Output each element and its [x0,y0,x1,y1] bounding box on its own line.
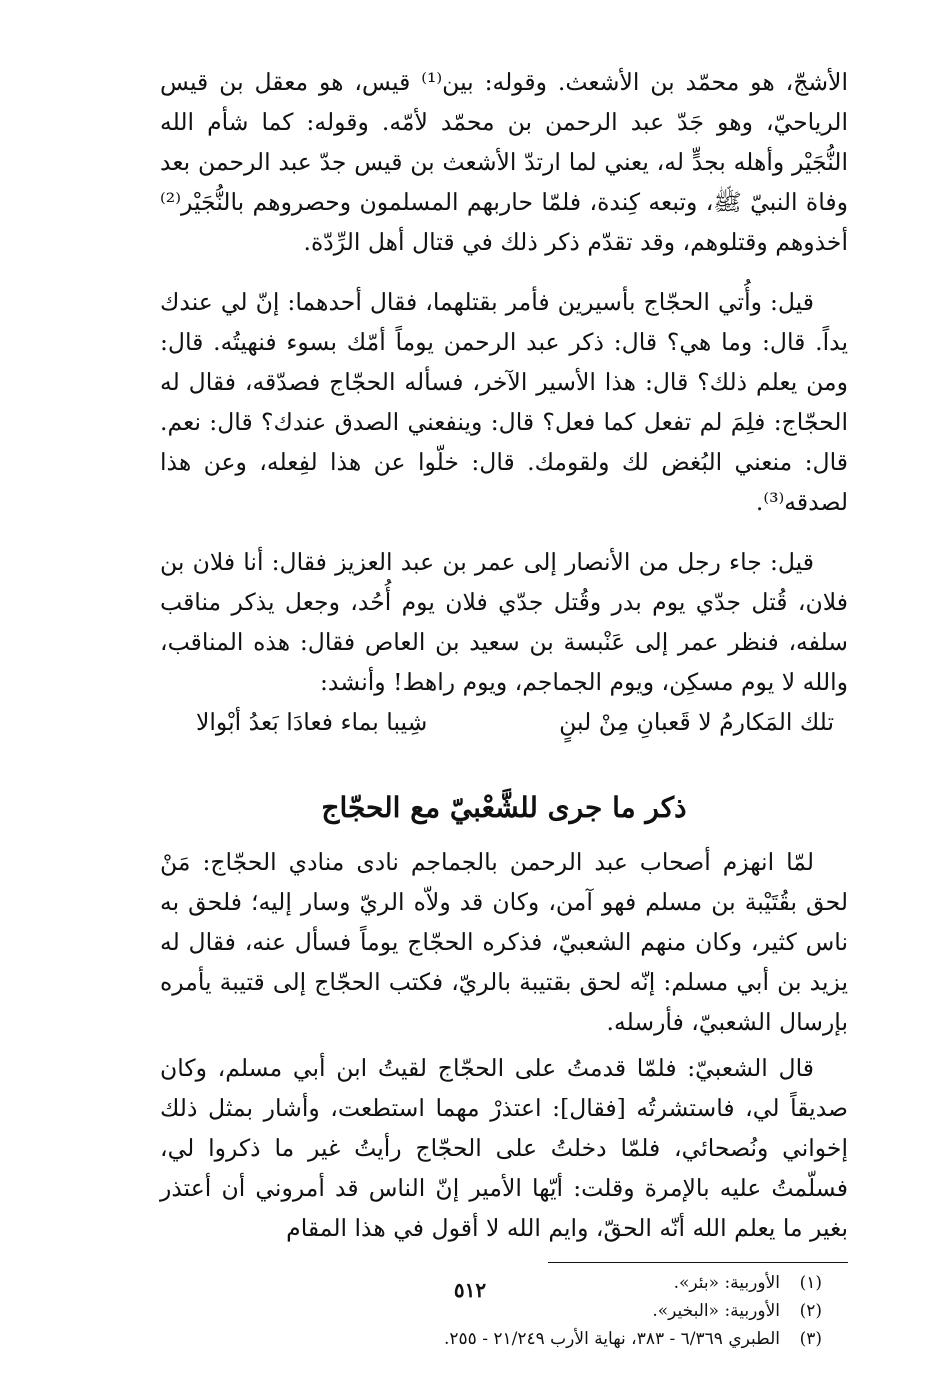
footnote-number: (٢) [799,1301,822,1321]
paragraph-gap [160,522,848,542]
verse-hemistich-second: شِيبا بماء فعادَا بَعدُ أبْوالا [196,708,428,736]
paragraph: قال الشعبيّ: فلمّا قدمتُ على الحجّاج لقيتُ ابن أبي مسلم، وكان صديقاً لي، فاستشرتُه [فقال]: اعتذرْ مهما استطعت، وأشار بمثل ذلك إخواني ونُصحائي، فلمّا دخلتُ على الحجّاج رأيتُ غير ما ذكروا لي، فسلّمتُ عليه بالإمرة وقلت: أيّها الأمير إنّ الناس قد أمروني أن أعتذر بغير ما يعلم الله أنّه الحقّ، وايم الله لا أقول في هذا المقام [160,1054,848,1242]
footnote-text: الأوربية: «بئر». [673,1273,780,1293]
verse-hemistich-first: تلك المَكارمُ لا قَعبانِ مِنْ لبنٍ [559,708,834,736]
paragraph-gap [160,262,848,282]
footnote-separator [548,1262,848,1263]
poetry-verse [160,702,848,742]
paragraph: قيل: وأُتي الحجّاج بأسيرين فأمر بقتلهما، فقال أحدهما: إنّ لي عندك يداً. قال: وما هي؟ قال: ذكر عبد الرحمن يوماً أمّك بسوء فنهيتُه. قال: ومن يعلم ذلك؟ قال: هذا الأسير الآخر، فسأله الحجّاج فصدّقه، فقال له الحجّاج: فلِمَ لم تفعل كما فعل؟ قال: وينفعني الصدق عندك؟ قال: نعم. قال: منعني البُغض لك ولقومك. قال: خلّوا عن هذا لفِعله، وعن هذا لصدقه⁽³⁾. [160,288,848,516]
footnote [160,1325,822,1353]
paragraph: لمّا انهزم أصحاب عبد الرحمن بالجماجم نادى منادي الحجّاج: مَنْ لحق بقُتَيْبة بن مسلم فهو آمن، وكان قد ولاّه الريّ وسار إليه؛ فلحق به ناس كثير، وكان منهم الشعبيّ، فذكره الحجّاج يوماً فسأل عنه، فقال له يزيد بن أبي مسلم: إنّه لحق بقتيبة بالريّ، فكتب الحجّاج إلى قتيبة يأمره بإرسال الشعبيّ، فأرسله. [160,848,848,1036]
footnote-number: (١) [799,1273,822,1293]
page-number: ٥١٢ [453,1278,487,1302]
paragraph: قيل: جاء رجل من الأنصار إلى عمر بن عبد العزيز فقال: أنا فلان بن فلان، قُتل جدّي يوم بدر وقُتل جدّي فلان يوم أُحُد، وجعل يذكر مناقب سلفه، فنظر عمر إلى عَنْبسة بن سعيد بن العاص فقال: هذه المناقب، والله لا يوم مسكِن، ويوم الجماجم، ويوم راهط! وأنشد: [160,548,848,696]
paragraph: الأشجّ، هو محمّد بن الأشعث. وقوله: بين⁽¹⁾ قيس، هو معقل بن قيس الرياحيّ، وهو جَدّ عبد الرحمن بن محمّد لأمّه. وقوله: كما شأم الله النُّجَيْر وأهله بجدٍّ له، يعني لما ارتدّ الأشعث بن قيس جدّ عبد الرحمن بعد وفاة النبيّ ﷺ، وتبعه كِندة، فلمّا حاربهم المسلمون وحصروهم بالنُّجَيْر⁽²⁾ أخذوهم وقتلوهم، وقد تقدّم ذكر ذلك في قتال أهل الرِّدّة. [160,68,848,256]
footnote-text: الطبري ٦/٣٦٩ - ٣٨٣، نهاية الأرب ٢١/٢٤٩ - ٢٥٥. [443,1329,780,1349]
section-title: ذكر ما جرى للشَّعْبيّ مع الحجّاج [321,791,687,824]
footnote-number: (٣) [799,1329,822,1349]
footnote-text: الأوربية: «البخير». [652,1301,780,1321]
